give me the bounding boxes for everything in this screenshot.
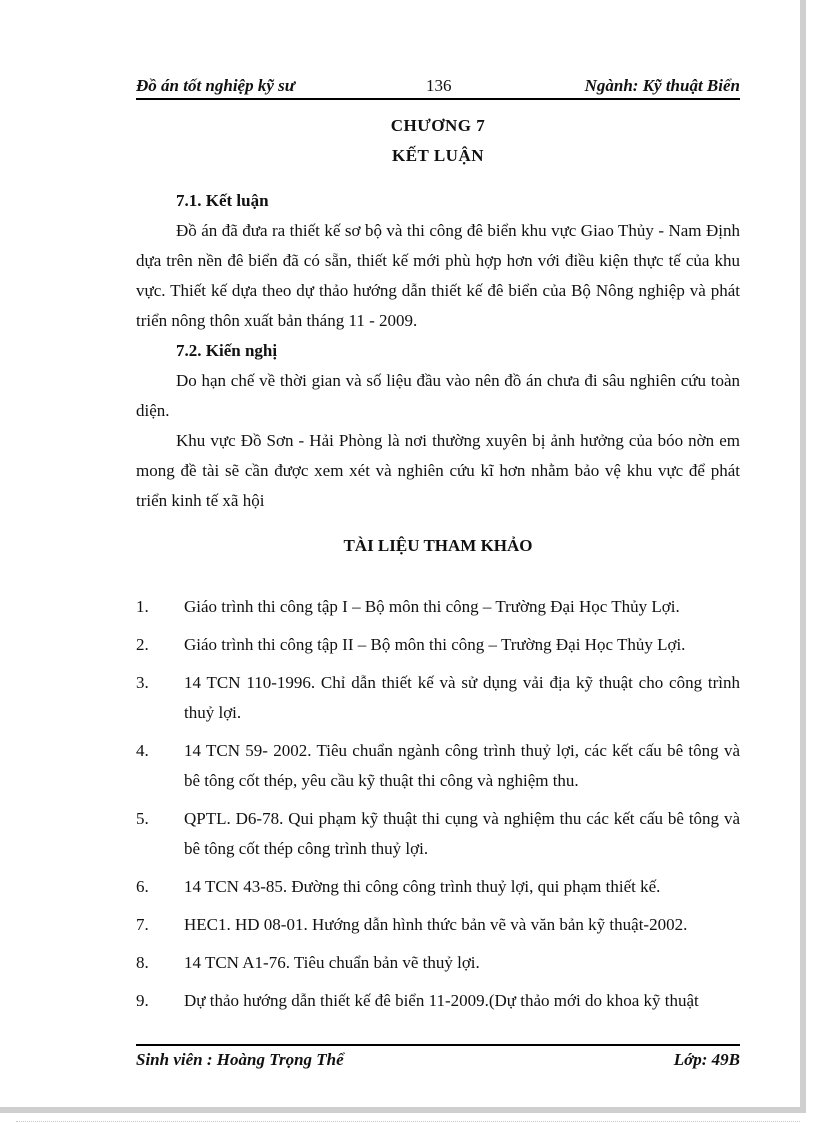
- reference-text: Dự thảo hướng dẫn thiết kế đê biển 11-2009.(Dự thảo mới do khoa kỹ thuật: [184, 991, 699, 1010]
- reference-text: 14 TCN 110-1996. Chỉ dẫn thiết kế và sử dụng vải địa kỹ thuật cho công trình thuỷ lợi.: [184, 673, 740, 722]
- reference-number: 5.: [136, 809, 149, 828]
- page-header: [136, 74, 740, 100]
- references-list: [136, 592, 740, 1024]
- reference-text: QPTL. D6-78. Qui phạm kỹ thuật thi cụng và nghiệm thu các kết cấu bê tông và bê tông cốt thép công trình thuỷ lợi.: [184, 809, 740, 858]
- section-heading-conclusion: 7.1. Kết luận: [176, 191, 269, 210]
- reference-number: 4.: [136, 741, 149, 760]
- page-divider: [16, 1121, 800, 1122]
- recommendation-paragraph-1: Do hạn chế về thời gian và số liệu đầu vào nên đồ án chưa đi sâu nghiên cứu toàn diện.: [136, 371, 740, 420]
- reference-number: 2.: [136, 635, 149, 654]
- reference-number: 3.: [136, 673, 149, 692]
- header-major: Ngành: Kỹ thuật Biển: [584, 76, 740, 95]
- footer-class: Lớp: 49B: [673, 1050, 740, 1069]
- reference-number: 7.: [136, 915, 149, 934]
- references-title: TÀI LIỆU THAM KHẢO: [343, 536, 533, 555]
- reference-item: [136, 986, 740, 1016]
- reference-item: [136, 804, 740, 864]
- reference-number: 8.: [136, 953, 149, 972]
- header-page-number: 136: [426, 76, 452, 95]
- page-footer: [136, 1044, 740, 1072]
- reference-item: [136, 592, 740, 622]
- reference-item: [136, 910, 740, 940]
- footer-student: Sinh viên : Hoàng Trọng Thể: [136, 1050, 344, 1069]
- reference-item: [136, 872, 740, 902]
- reference-item: [136, 948, 740, 978]
- reference-text: 14 TCN 43-85. Đường thi công công trình thuỷ lợi, qui phạm thiết kế.: [184, 877, 661, 896]
- reference-item: [136, 630, 740, 660]
- reference-text: 14 TCN A1-76. Tiêu chuẩn bản vẽ thuỷ lợi.: [184, 953, 480, 972]
- reference-text: Giáo trình thi công tập I – Bộ môn thi công – Trường Đại Học Thủy Lợi.: [184, 597, 680, 616]
- reference-item: [136, 668, 740, 728]
- header-thesis-title: Đồ án tốt nghiệp kỹ sư: [136, 76, 295, 95]
- reference-number: 9.: [136, 991, 149, 1010]
- chapter-number: CHƯƠNG 7: [390, 116, 486, 135]
- chapter-body: [136, 186, 740, 516]
- recommendation-paragraph-2: Khu vực Đồ Sơn - Hải Phòng là nơi thường xuyên bị ảnh hưởng của bóo nờn em mong đề tài sẽ cần được xem xét và nghiên cứu kĩ hơn nhằm bảo vệ khu vực để phát triển kinh tế xã hội: [136, 431, 740, 510]
- reference-text: 14 TCN 59- 2002. Tiêu chuẩn ngành công trình thuỷ lợi, các kết cấu bê tông và bê tông cốt thép, yêu cầu kỹ thuật thi công và nghiệm thu.: [184, 741, 740, 790]
- reference-text: Giáo trình thi công tập II – Bộ môn thi công – Trường Đại Học Thủy Lợi.: [184, 635, 686, 654]
- reference-text: HEC1. HD 08-01. Hướng dẫn hình thức bản vẽ và văn bản kỹ thuật-2002.: [184, 915, 688, 934]
- reference-number: 6.: [136, 877, 149, 896]
- chapter-title: KẾT LUẬN: [391, 146, 484, 165]
- reference-number: 1.: [136, 597, 149, 616]
- section-heading-recommendation: 7.2. Kiến nghị: [176, 341, 278, 360]
- reference-item: [136, 736, 740, 796]
- conclusion-paragraph: Đồ án đã đưa ra thiết kế sơ bộ và thi công đê biển khu vực Giao Thủy - Nam Định dựa trên nền đê biển đã có sẵn, thiết kế mới phù hợp hơn với điều kiện thực tế của khu vực. Thiết kế dựa theo dự thảo hướng dẫn thiết kế đê biển của Bộ Nông nghiệp và phát triển nông thôn xuất bản tháng 11 - 2009.: [136, 221, 740, 330]
